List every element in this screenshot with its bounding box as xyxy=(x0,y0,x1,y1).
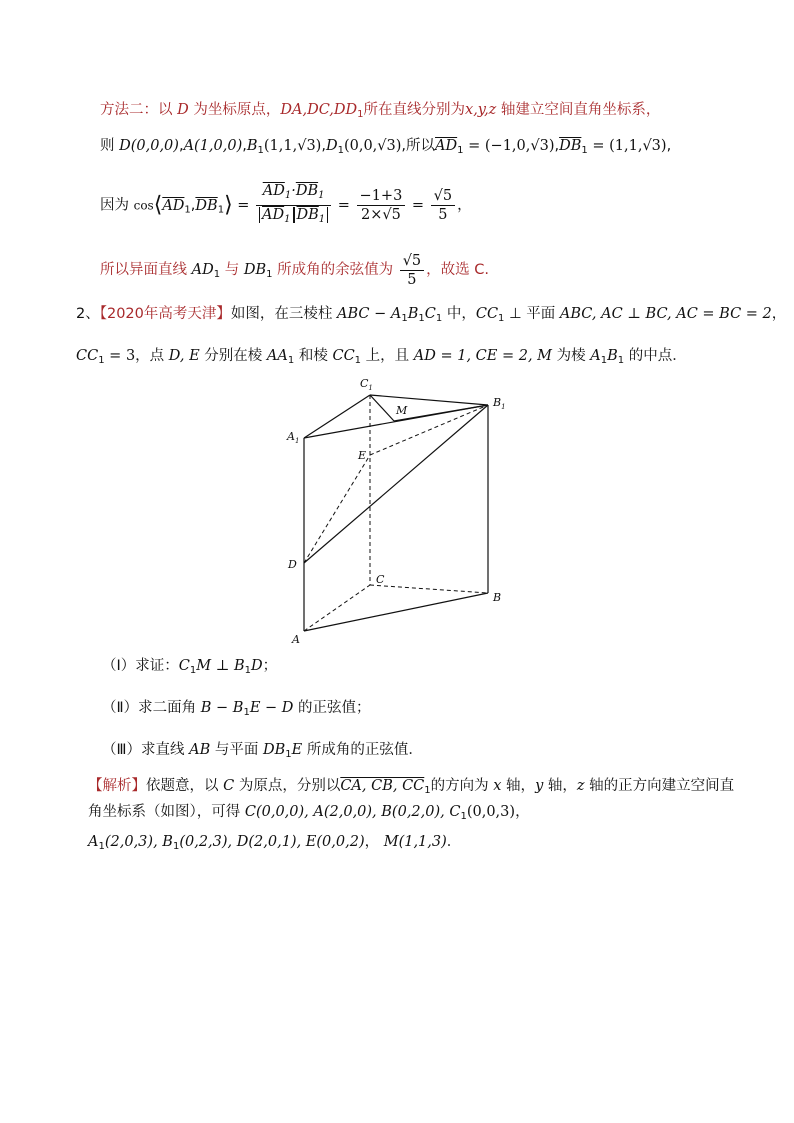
edge-a1b1-b: B xyxy=(607,348,618,364)
edge-aa1: AA xyxy=(266,348,288,364)
problem-text-4: ，点 xyxy=(135,348,169,364)
coord-d1-value: (0,0,√3) xyxy=(343,138,402,154)
label-c: C xyxy=(376,573,385,586)
coord-d: D(0,0,0) xyxy=(119,138,179,154)
vector-db1-value: = (1,1,√3) xyxy=(592,138,667,154)
part1-c1: C xyxy=(178,658,190,674)
part1-m-perp-b1: M ⊥ B xyxy=(196,658,245,674)
axes-label: x,y,z xyxy=(465,102,497,118)
analysis-text-5: 轴， xyxy=(543,778,577,794)
method2-intro-text-3: 所在直线分别为 xyxy=(363,102,466,118)
analysis-vectors: CA, CB, CC xyxy=(340,778,425,794)
part2-end: 的正弦值； xyxy=(293,700,371,716)
segment-m-b1 xyxy=(394,405,488,421)
analysis-point-a1-label: A xyxy=(88,834,99,850)
value-fraction-denominator: 2×√5 xyxy=(361,207,401,223)
coords-prefix: 则 xyxy=(100,138,120,154)
cond-cc1-len: CC xyxy=(76,348,99,364)
method2-conclusion: 所以异面直线 $AD_1$ 与 $DB_1$ 所成角的余弦值为 $\frac{√5}{5}$ ，故选 C. xyxy=(100,252,489,288)
vector-ad1-value: = (−1,0,√3) xyxy=(468,138,555,154)
part1-d: D xyxy=(251,658,263,674)
method2-intro-text: 方法二：以 xyxy=(100,102,178,118)
method2-intro-text-2: 为坐标原点， xyxy=(188,102,281,118)
cond-plane-abc: ABC xyxy=(559,306,592,322)
label-a1: $A_1$ xyxy=(287,430,300,445)
conclusion-prefix: 所以异面直线 xyxy=(100,262,192,278)
edge-ab xyxy=(304,593,488,631)
analysis-axis-x: x xyxy=(493,778,502,794)
method2-line1: 方法二：以 D 为坐标原点，$DA,DC,DD_1$所在直线分别为x,y,z 轴建立空间直角坐标系， xyxy=(100,102,661,120)
point-e-label: E xyxy=(189,348,200,364)
prism-label: ABC − A xyxy=(337,306,402,322)
part3-e: E xyxy=(291,742,303,758)
result-fraction xyxy=(431,187,455,224)
part3-ab: AB xyxy=(189,742,211,758)
edge-c1-b1 xyxy=(370,395,488,405)
coord-a: A(1,0,0) xyxy=(183,138,243,154)
prism-figure xyxy=(280,375,520,650)
conclusion-mid-2: 所成角的余弦值为 xyxy=(272,262,394,278)
coord-d1-label: D xyxy=(325,138,338,154)
part2-e-d: E − D xyxy=(249,700,294,716)
value-fraction xyxy=(357,187,406,224)
result-fraction-denominator: 5 xyxy=(438,207,448,223)
edge-a1b1-a: A xyxy=(590,348,601,364)
analysis-axis-z: z xyxy=(576,778,585,794)
segment-e-b1-dashed xyxy=(370,405,488,455)
part-2: （Ⅱ）求二面角 $B - B_1E - D$ 的正弦值； xyxy=(102,700,371,718)
label-m: M xyxy=(396,404,408,417)
segment-d-b1 xyxy=(304,405,488,563)
analysis-text-3: 的方向为 xyxy=(430,778,494,794)
vector-db1: $\overline{DB}$ xyxy=(559,138,582,154)
analysis-tag: 【解析】 xyxy=(88,778,146,794)
problem-text-7: 分别在棱 xyxy=(199,348,267,364)
so-text: ,所以 xyxy=(401,138,436,154)
analysis-text-2: 为原点，分别以 xyxy=(234,778,341,794)
problem2-line2: $CC_1 = 3$，点 D, E 分别在棱 $AA_1$ 和棱 $CC_1$ 上，且 AD = 1, CE = 2, M 为棱 $A_1B_1$ 的中点． xyxy=(76,348,687,366)
analysis-points-2: (0,2,3), D(2,0,1), E(0,0,2) xyxy=(179,834,365,850)
problem-text-10: 为棱 xyxy=(552,348,591,364)
analysis-text-6: 轴的正方向建立空间直 xyxy=(584,778,735,794)
part3-label: （Ⅲ）求直线 xyxy=(102,742,190,758)
problem-text-8: 和棱 xyxy=(294,348,333,364)
cond-ad-ce: AD = 1, CE = 2, M xyxy=(413,348,553,364)
analysis-axis-y: y xyxy=(535,778,544,794)
cos-label: cos xyxy=(133,198,154,213)
analysis-text-7: 角坐标系（如图），可得 xyxy=(88,804,245,820)
analysis-line2: 角坐标系（如图），可得 C(0,0,0), A(2,0,0), B(0,2,0), $C_1(0,0,3)$， xyxy=(88,804,530,822)
result-fraction-numerator: √5 xyxy=(431,187,455,206)
conclusion-mid-1: 与 xyxy=(220,262,244,278)
cond-perp-plane: ⊥ 平面 xyxy=(504,306,560,322)
part3-end: 所成角的正弦值． xyxy=(302,742,423,758)
cos-fraction: $\frac{\overline{AD}_1\cdot\overline{DB}_1}{\overline{AD}_1 \overline{DB}_1}$ xyxy=(256,182,331,229)
edge-cb-dashed xyxy=(370,585,488,593)
part-3: （Ⅲ）求直线 AB 与平面 $DB_1E$ 所成角的正弦值． xyxy=(102,742,423,760)
part3-mid: 与平面 xyxy=(210,742,263,758)
analysis-period: ． xyxy=(446,834,462,850)
coord-b1-value: (1,1,√3) xyxy=(263,138,322,154)
method2-intro-text-4: 轴建立空间直角坐标系， xyxy=(496,102,661,118)
part3-db1: DB xyxy=(262,742,286,758)
part2-b-b1: B − B xyxy=(200,700,244,716)
label-d: D xyxy=(288,558,297,571)
analysis-text-4: 轴， xyxy=(501,778,536,794)
segment-c1-m xyxy=(370,395,394,421)
part1-end: ； xyxy=(262,658,278,674)
analysis-points-1: C(0,0,0), A(2,0,0), B(0,2,0), C xyxy=(244,804,461,820)
cond-cc1: CC xyxy=(475,306,499,322)
segment-d-e-dashed xyxy=(304,455,370,563)
origin-label: D xyxy=(177,102,189,118)
problem-text-9: 上，且 xyxy=(361,348,414,364)
analysis-line1: 【解析】依题意，以 C 为原点，分别以CA, CB, $CC_1$的方向为 x 轴，y 轴，z 轴的正方向建立空间直 xyxy=(88,778,735,796)
problem-source: 【2020年高考天津】 xyxy=(99,306,231,322)
cond-cc1-value: = 3 xyxy=(104,348,136,364)
because-text: 因为 xyxy=(100,197,129,214)
label-e: E xyxy=(358,449,367,462)
part1-label: （Ⅰ）求证： xyxy=(102,658,179,674)
coord-b1-label: B xyxy=(246,138,258,154)
analysis-origin-c: C xyxy=(223,778,235,794)
conclusion-fraction-denominator: 5 xyxy=(407,271,417,288)
problem-text-3: ， xyxy=(771,306,787,322)
conclusion-fraction xyxy=(400,252,424,289)
point-d-label: D, xyxy=(168,348,185,364)
value-fraction-numerator: −1+3 xyxy=(357,187,406,206)
part2-label: （Ⅱ）求二面角 xyxy=(102,700,201,716)
lines-label: DA,DC,DD xyxy=(280,102,358,118)
analysis-line3: $A_1(2,0,3)$, $B_1(0,2,3)$, D(2,0,1), E(0,0,2)， M(1,1,3)． xyxy=(88,834,462,852)
analysis-text-1: 依题意，以 xyxy=(146,778,224,794)
method2-line2: 则 $D(0,0,0),A(1,0,0),B_1(1,1,√3),D_1(0,0,√3)$,所以$\overline{AD}_1 = (-1,0,√3),\overline{DB}_1 = (1,1,√3)$, xyxy=(100,138,672,156)
conclusion-fraction-numerator: √5 xyxy=(400,252,424,271)
part-1: （Ⅰ）求证：$C_1M$ ⊥ $B_1D$； xyxy=(102,658,278,676)
edge-cc1: CC xyxy=(332,348,355,364)
problem-text-1: 如图，在三棱柱 xyxy=(230,306,337,322)
vector-ad1: $\overline{AD}$ xyxy=(435,138,458,154)
problem-text-2: 中， xyxy=(442,306,476,322)
problem-text-11: 的中点． xyxy=(624,348,687,364)
problem-number: 2、 xyxy=(76,306,100,322)
conclusion-suffix: ，故选 C. xyxy=(426,262,489,278)
analysis-comma: ， xyxy=(364,834,380,850)
label-a: A xyxy=(292,633,300,646)
label-b: B xyxy=(493,591,502,604)
method2-line3: 因为 $\cos⟨\overline{AD}_1,\overline{DB}_1⟩$ = $\frac{\overline{AD}_1\cdot\overline{DB}_1}{\overline{AD}_1 \overline{DB}_1}$ = $\frac{-1+3}{2\times√5}$ = $\frac{√5}{5}$ ， xyxy=(100,182,472,231)
problem2-line1: 2、【2020年高考天津】如图，在三棱柱 ABC − $A_1B_1C_1$ 中，$CC_1$ ⊥ 平面 ABC, AC ⊥ BC, AC = BC = 2， xyxy=(76,306,787,324)
analysis-point-m: M(1,1,3) xyxy=(383,834,447,850)
label-c1: $C_1$ xyxy=(360,377,373,392)
analysis-point-a1-b1: (2,0,3), B xyxy=(104,834,173,850)
label-b1: $B_1$ xyxy=(493,396,506,411)
cond-ac-bc: , AC ⊥ BC, AC = BC = 2 xyxy=(591,306,772,322)
analysis-text-8: ， xyxy=(515,804,530,820)
analysis-point-c1: (0,0,3) xyxy=(466,804,516,820)
